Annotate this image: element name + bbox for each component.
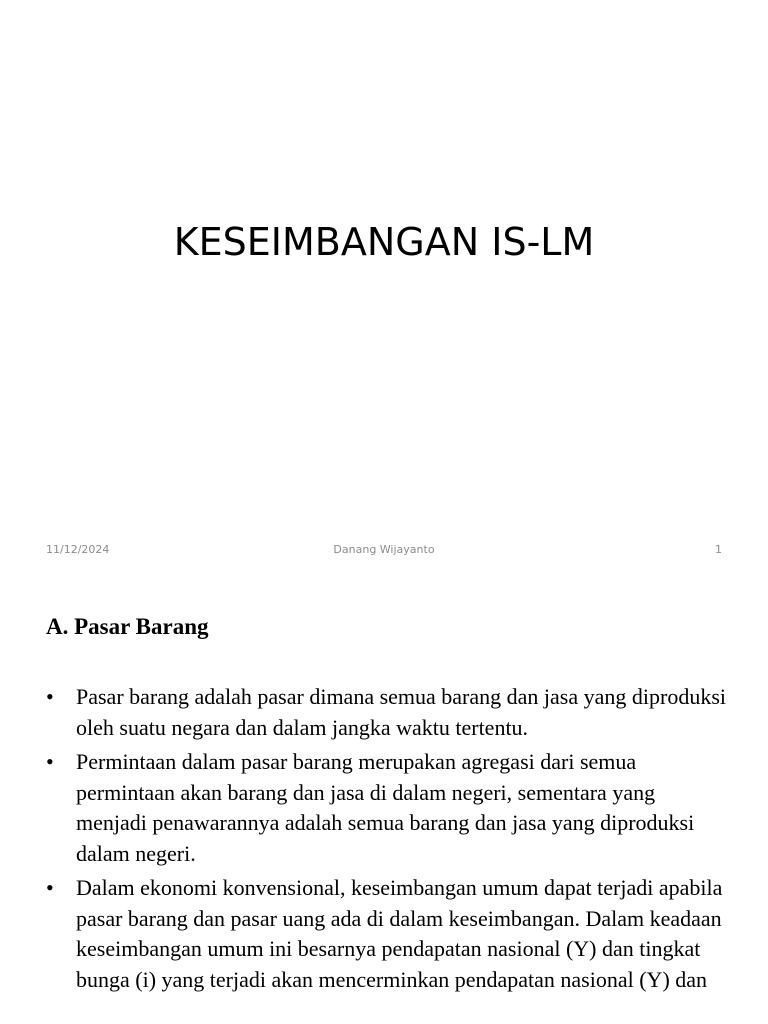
bullet-item — [46, 747, 726, 869]
bullet-icon: • — [46, 749, 54, 774]
bullet-icon: • — [46, 875, 54, 900]
bullet-text: Dalam ekonomi konvensional, keseimbangan umum dapat terjadi apabila pasar barang dan pasar uang ada di dalam keseimbangan. Dalam keadaan keseimbangan umum ini besarnya pendapatan nasional (Y) dan tingkat bunga (i) yang terjadi akan mencerminkan pendapatan nasional (Y) dan — [76, 875, 723, 992]
footer-page-number: 1 — [715, 543, 722, 556]
bullet-text: Pasar barang adalah pasar dimana semua barang dan jasa yang diproduksi oleh suatu negara dan dalam jangka waktu tertentu. — [76, 684, 726, 740]
slide-title: KESEIMBANGAN IS-LM — [173, 220, 595, 264]
section-heading: A. Pasar Barang — [46, 614, 209, 639]
slide-2 — [0, 576, 768, 1024]
bullet-item — [46, 682, 726, 743]
footer-author: Danang Wijayanto — [333, 543, 435, 556]
bullet-icon: • — [46, 684, 54, 709]
bullet-list — [46, 682, 726, 999]
bullet-text: Permintaan dalam pasar barang merupakan agregasi dari semua permintaan akan barang dan jasa di dalam negeri, sementara yang menjadi penawarannya adalah semua barang dan jasa yang diproduksi dalam negeri. — [76, 749, 695, 866]
footer-date: 11/12/2024 — [46, 543, 110, 556]
bullet-item — [46, 873, 726, 995]
